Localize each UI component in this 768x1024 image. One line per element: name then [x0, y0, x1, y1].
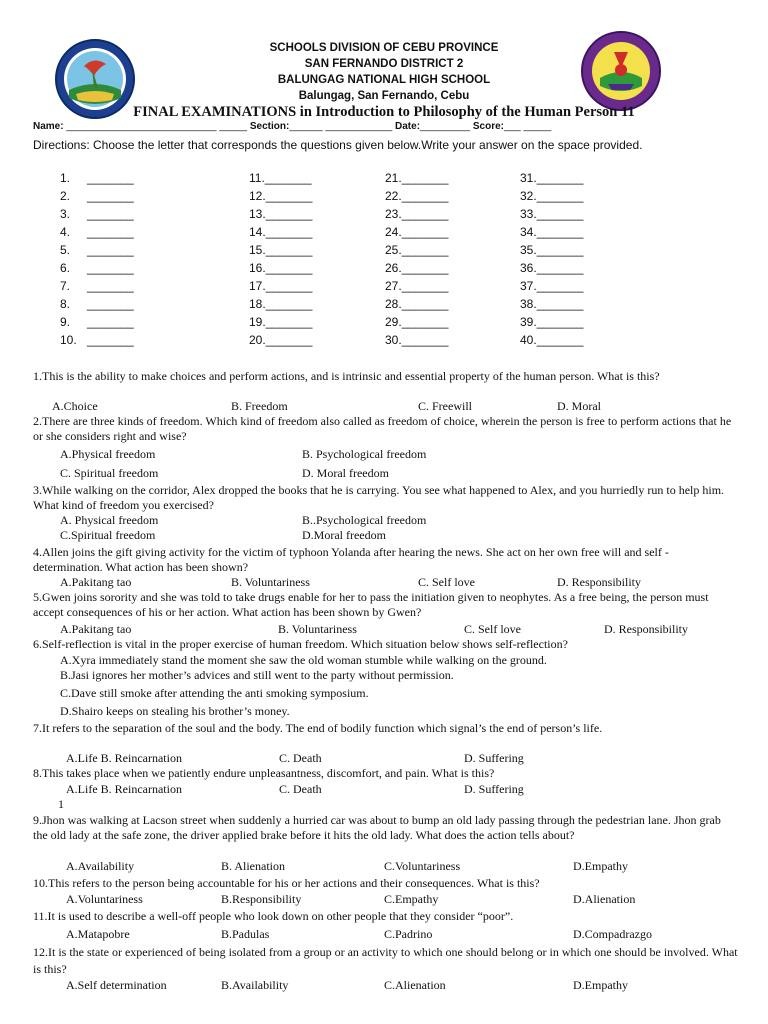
answer-row[interactable]: 24._______: [385, 225, 449, 239]
exam-title: FINAL EXAMINATIONS in Introduction to Philosophy of the Human Person 11: [133, 104, 635, 120]
q5-option-b: B. Voluntariness: [278, 622, 357, 636]
question-3: 3.While walking on the corridor, Alex dropped the books that he is carrying. You see what happened to Alex, and you hurriedly run to help him. What kind of freedom you exercised?: [33, 483, 725, 512]
answer-row[interactable]: 1. _______: [60, 171, 134, 185]
q11-option-c: C.Padrino: [384, 927, 433, 941]
question-9: 9.Jhon was walking at Lacson street when suddenly a hurried car was about to bump an old lady passing through the pedestrian lane. Jhon grab the old lady at the safe zone, the driver applied brake before it hits the old lady. What does the action tells about?: [33, 813, 721, 842]
q1-option-b: B. Freedom: [231, 399, 288, 413]
q9-option-a: A.Availability: [66, 859, 135, 873]
answer-row[interactable]: 9. _______: [60, 315, 134, 329]
question-2: 2.There are three kinds of freedom. Which kind of freedom also called as freedom of choice, wherein the person is free to perform actions that he or she considers right and wise?: [33, 414, 732, 443]
answer-row[interactable]: 38._______: [520, 297, 584, 311]
q4-option-a: A.Pakitang tao: [60, 575, 132, 589]
answer-row[interactable]: 40._______: [520, 333, 584, 347]
q3-option-c: C.Spiritual freedom: [60, 528, 156, 542]
q12-option-c: C.Alienation: [384, 978, 446, 992]
answer-row[interactable]: 12._______: [249, 189, 313, 203]
answer-row[interactable]: 23._______: [385, 207, 449, 221]
q1-option-a: A.Choice: [52, 399, 98, 413]
section-label: Section:: [249, 121, 290, 132]
answer-row[interactable]: 4. _______: [60, 225, 134, 239]
q12-option-a: A.Self determination: [66, 978, 167, 992]
answer-row[interactable]: 18._______: [249, 297, 313, 311]
q3-option-d: D.Moral freedom: [302, 528, 386, 542]
answer-row[interactable]: 5. _______: [60, 243, 134, 257]
header-division: SCHOOLS DIVISION OF CEBU PROVINCE: [269, 42, 499, 54]
answer-row[interactable]: 25._______: [385, 243, 449, 257]
q1-option-c: C. Freewill: [418, 399, 472, 413]
question-4: 4.Allen joins the gift giving activity for the victim of typhoon Yolanda after hearing the news. She act on her own free will and self -determination. What action has been shown?: [33, 545, 669, 574]
answer-row[interactable]: 28._______: [385, 297, 449, 311]
student-info-line: [33, 121, 551, 132]
answer-row[interactable]: 39._______: [520, 315, 584, 329]
answer-row[interactable]: 31._______: [520, 171, 584, 185]
q2-option-a: A.Physical freedom: [60, 447, 156, 461]
answer-row[interactable]: 26._______: [385, 261, 449, 275]
answer-row[interactable]: 11._______: [249, 171, 312, 185]
answer-row[interactable]: 14._______: [249, 225, 313, 239]
name-field[interactable]: ___________________________ _____: [66, 121, 248, 132]
answer-row[interactable]: 35._______: [520, 243, 584, 257]
answer-row[interactable]: 6. _______: [60, 261, 134, 275]
answer-column-1: [60, 169, 134, 349]
answer-row[interactable]: 20._______: [249, 333, 313, 347]
header-address: Balungag, San Fernando, Cebu: [298, 90, 470, 102]
q12-option-b: B.Availability: [221, 978, 289, 992]
answer-row[interactable]: 16._______: [249, 261, 313, 275]
q2-option-d: D. Moral freedom: [302, 466, 389, 480]
answer-row[interactable]: 37._______: [520, 279, 584, 293]
date-label: Date:: [395, 121, 421, 132]
answer-row[interactable]: 21._______: [385, 171, 449, 185]
page-number: 1: [58, 797, 64, 811]
question-1: 1.This is the ability to make choices and perform actions, and is intrinsic and essential property of the human person. What is this?: [33, 369, 660, 383]
q11-option-b: B.Padulas: [221, 927, 270, 941]
answer-row[interactable]: 10. _______: [60, 333, 134, 347]
answer-row[interactable]: 33._______: [520, 207, 584, 221]
answer-column-3: [385, 169, 448, 349]
q4-option-c: C. Self love: [418, 575, 475, 589]
answer-row[interactable]: 17._______: [249, 279, 313, 293]
answer-row[interactable]: 15._______: [249, 243, 313, 257]
q6-option-c: C.Dave still smoke after attending the anti smoking symposium.: [60, 686, 369, 700]
q2-option-c: C. Spiritual freedom: [60, 466, 159, 480]
q8-option-c: C. Death: [279, 782, 322, 796]
q6-option-b: B.Jasi ignores her mother’s advices and still went to the party without permission.: [60, 668, 454, 682]
score-label: Score:: [472, 121, 504, 132]
q6-option-a: A.Xyra immediately stand the moment she saw the old woman stumble while walking on the ground.: [60, 653, 547, 667]
q7-option-c: C. Death: [279, 751, 322, 765]
q4-option-b: B. Voluntariness: [231, 575, 310, 589]
answer-row[interactable]: 2. _______: [60, 189, 134, 203]
answer-row[interactable]: 3. _______: [60, 207, 134, 221]
name-label: Name:: [33, 121, 64, 132]
answer-column-4: [520, 169, 583, 349]
question-7: 7.It refers to the separation of the soul and the body. The end of bodily function which signal’s the end of person’s life.: [33, 721, 603, 735]
q8-option-ab: A.Life B. Reincarnation: [66, 782, 182, 796]
answer-row[interactable]: 30._______: [385, 333, 449, 347]
q10-option-b: B.Responsibility: [221, 892, 302, 906]
q10-option-a: A.Voluntariness: [66, 892, 143, 906]
q11-option-d: D.Compadrazgo: [573, 927, 652, 941]
q12-option-d: D.Empathy: [573, 978, 628, 992]
q4-option-d: D. Responsibility: [557, 575, 642, 589]
q5-option-c: C. Self love: [464, 622, 521, 636]
q7-option-d: D. Suffering: [464, 751, 524, 765]
answer-row[interactable]: 36._______: [520, 261, 584, 275]
q11-option-a: A.Matapobre: [66, 927, 130, 941]
question-11: 11.It is used to describe a well-off people who look down on other people that they consider “poor”.: [33, 909, 514, 923]
directions: Directions: Choose the letter that corresponds the questions given below.Write your answer on the space provided.: [33, 138, 643, 152]
q2-option-b: B. Psychological freedom: [302, 447, 427, 461]
header-school: BALUNGAG NATIONAL HIGH SCHOOL: [277, 74, 491, 86]
answer-row[interactable]: 8. _______: [60, 297, 134, 311]
answer-row[interactable]: 34._______: [520, 225, 584, 239]
q1-option-d: D. Moral: [557, 399, 601, 413]
question-5: 5.Gwen joins sorority and she was told to take drugs enable for her to pass the initiation given to neophytes. As a free being, the person must accept consequences of his or her action. What action has been shown by Gwen?: [33, 590, 709, 619]
section-field[interactable]: ______ ____________: [289, 121, 393, 132]
q3-option-a: A. Physical freedom: [60, 513, 159, 527]
q8-option-d: D. Suffering: [464, 782, 524, 796]
q6-option-d: D.Shairo keeps on stealing his brother’s money.: [60, 704, 290, 718]
q5-option-d: D. Responsibility: [604, 622, 689, 636]
question-8: 8.This takes place when we patiently endure unpleasantness, discomfort, and pain. What is this?: [33, 766, 495, 780]
answer-row[interactable]: 22._______: [385, 189, 449, 203]
q10-option-d: D.Alienation: [573, 892, 636, 906]
answer-row[interactable]: 27._______: [385, 279, 449, 293]
q9-option-c: C.Voluntariness: [384, 859, 461, 873]
q5-option-a: A.Pakitang tao: [60, 622, 132, 636]
answer-column-2: [249, 169, 312, 349]
question-12: 12.It is the state or experienced of being isolated from a group or an activity to which one should belong or in which one should be involved. What is this?: [33, 945, 738, 976]
q3-option-b: B..Psychological freedom: [302, 513, 427, 527]
score-field[interactable]: ___ _____: [504, 121, 552, 132]
answer-row[interactable]: 13._______: [249, 207, 313, 221]
answer-row[interactable]: 32._______: [520, 189, 584, 203]
date-field[interactable]: _________: [420, 121, 471, 132]
q9-option-b: B. Alienation: [221, 859, 285, 873]
answer-row[interactable]: 7. _______: [60, 279, 134, 293]
q10-option-c: C.Empathy: [384, 892, 439, 906]
q7-option-ab: A.Life B. Reincarnation: [66, 751, 182, 765]
question-10: 10.This refers to the person being accountable for his or her actions and their consequences. What is this?: [33, 876, 540, 890]
question-6: 6.Self-reflection is vital in the proper exercise of human freedom. Which situation below shows self-reflection?: [33, 637, 568, 651]
q9-option-d: D.Empathy: [573, 859, 628, 873]
answer-row[interactable]: 29._______: [385, 315, 449, 329]
answer-row[interactable]: 19._______: [249, 315, 313, 329]
header-district: SAN FERNANDO DISTRICT 2: [304, 58, 464, 70]
